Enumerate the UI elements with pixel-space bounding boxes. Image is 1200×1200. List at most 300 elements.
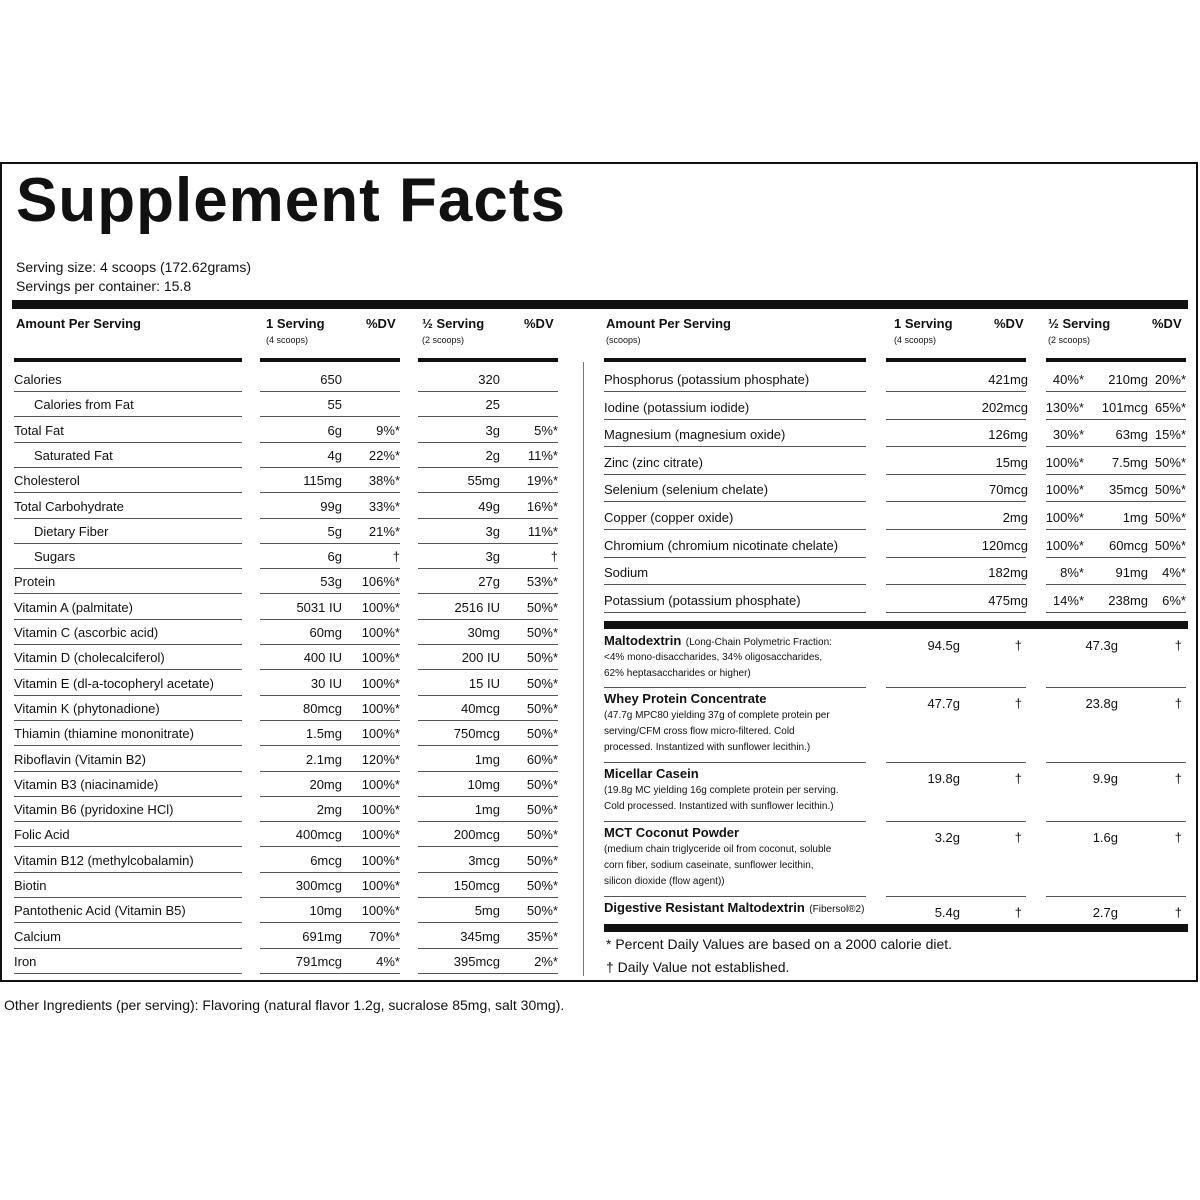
row-rule [1046,687,1186,688]
blend-description: (medium chain triglyceride oil from coconut, soluble [604,844,832,855]
blend-dv: † [1014,696,1022,711]
blend-name: Maltodextrin [604,633,682,648]
amount-half-serving: 1mg [474,802,500,818]
nutrient-row [14,697,560,721]
row-rule [1046,474,1186,475]
left-table-header [14,316,560,364]
amount-half-serving: 395mcg [453,953,500,969]
nutrient-name: Calcium [14,928,61,944]
nutrient-row [14,899,560,923]
dv-1-serving: 4%* [376,953,400,969]
amount-1-serving: 400mcg [295,827,342,843]
dv-1-serving: 33%* [368,498,400,514]
dv-half-serving: 6%* [1162,592,1186,608]
blend-dv: † [1174,905,1182,920]
amount-half-serving: 1mg [474,751,500,767]
row-rule [1046,612,1186,613]
thick-divider [12,300,1188,309]
row-rule [418,973,558,974]
amount-half-serving: 10mg [467,776,500,792]
row-rule [14,771,242,772]
dv-1-serving: 100%* [361,700,400,716]
row-rule [1046,501,1186,502]
nutrient-row [14,773,560,797]
nutrient-row [604,561,1188,585]
nutrient-name: Riboflavin (Vitamin B2) [14,751,146,767]
row-rule [14,442,242,443]
row-rule [14,467,242,468]
row-rule [418,391,558,392]
amount-half-serving: 2g [485,447,500,463]
row-rule [886,446,1026,447]
blend-divider [604,621,1188,629]
blend-dv: † [1174,830,1182,845]
row-rule [604,612,866,613]
row-rule [418,720,558,721]
row-rule [14,922,242,923]
row-rule [1046,762,1186,763]
blend-dv: † [1174,771,1182,786]
row-rule [604,501,866,502]
row-rule [260,391,400,392]
nutrient-row [14,419,560,443]
header-amount-per-serving: Amount Per Serving (scoops) [606,316,731,345]
nutrient-row [14,950,560,974]
dv-1-serving: 100%* [361,878,400,893]
blend-note: (Fibersol®2) [809,904,865,915]
nutrient-name: Thiamin (thiamine mononitrate) [14,726,194,742]
row-rule [260,897,400,898]
amount-half-serving: 1mg [1122,510,1148,525]
amount-1-serving: 55 [327,397,342,413]
nutrient-row [604,368,1188,392]
dv-half-serving: 50%* [526,625,558,640]
amount-1-serving: 2mg [316,802,342,818]
row-rule [260,695,400,696]
nutrient-row [14,672,560,696]
blend-row [604,899,1188,921]
footnote-percent-dv: * Percent Daily Values are based on a 2000 calorie diet. [606,936,953,952]
header-serving-1: 1 Serving (4 scoops) [266,316,325,345]
row-rule [14,568,242,569]
nutrient-row [14,545,560,569]
blend-description: processed. Instantized with sunflower lecithin.) [604,742,811,753]
nutrient-row [14,444,560,468]
row-rule [260,416,400,417]
row-rule [260,442,400,443]
row-rule [418,543,558,544]
dv-half-serving: 50%* [526,827,558,843]
amount-1-serving: 791mcg [295,953,342,969]
amount-half-serving: 55mg [467,473,500,489]
row-rule [886,687,1026,688]
nutrient-name: Vitamin B3 (niacinamide) [14,776,159,792]
nutrient-row [14,596,560,620]
amount-half-serving: 63mg [1115,427,1148,443]
row-rule [14,543,242,544]
row-rule [260,771,400,772]
row-rule [1046,896,1186,897]
amount-half-serving: 15 IU [468,675,500,691]
nutrient-name: Iron [14,953,37,969]
nutrient-name: Phosphorus (potassium phosphate) [604,372,810,387]
row-rule [260,872,400,873]
dv-half-serving: 15%* [1154,427,1186,443]
row-rule [418,416,558,417]
serving-info [16,258,251,296]
row-rule [14,745,242,746]
row-rule [260,593,400,594]
dv-1-serving: 100%* [361,827,400,843]
row-rule [14,948,242,949]
row-rule [260,846,400,847]
amount-1-serving: 115mg [303,473,342,489]
dv-1-serving: 100%* [361,903,400,919]
nutrient-row [14,874,560,898]
nutrient-name: Zinc (zinc citrate) [604,454,703,470]
row-rule [418,846,558,847]
footnote-divider [604,924,1188,932]
amount-1-serving: 400 IU [303,650,342,666]
amount-half-serving: 2516 IU [454,599,500,615]
row-rule [14,669,242,670]
dv-half-serving: 50%* [1154,510,1186,525]
nutrient-name: Protein [14,574,56,590]
row-rule [418,796,558,797]
dv-1-serving: 21%* [368,523,400,539]
header-serving-half: ½ Serving (2 scoops) [1048,316,1111,345]
amount-half-serving: 750mcg [453,726,500,742]
dv-half-serving: 50%* [526,776,558,792]
row-rule [260,922,400,923]
nutrient-name: Copper (copper oxide) [604,510,734,525]
nutrient-name: Vitamin B6 (pyridoxine HCl) [14,802,174,818]
amount-half-serving: 238mg [1108,592,1148,608]
row-rule [14,416,242,417]
row-rule [260,543,400,544]
blend-dv: † [1014,638,1022,653]
amount-1-serving: 80mcg [302,700,342,716]
row-rule [260,973,400,974]
blend-description: serving/CFM cross flow micro-filtered. Cold [604,726,795,737]
row-rule [886,557,1026,558]
dv-1-serving: 100%* [1045,537,1084,553]
row-rule [418,619,558,620]
amount-half-serving: 27g [478,574,500,590]
row-rule [260,568,400,569]
dv-1-serving: 8%* [1060,565,1084,581]
row-rule [14,872,242,873]
header-serving-half: ½ Serving (2 scoops) [422,316,485,345]
blend-amount: 19.8g [927,771,960,786]
row-rule [418,568,558,569]
dv-half-serving: 5%* [534,422,558,438]
blend-description: 62% heptasaccharides or higher) [604,668,751,679]
row-rule [1046,419,1186,420]
nutrient-name: Chromium (chromium nicotinate chelate) [604,537,839,553]
row-rule [260,492,400,493]
blend-description: silicon dioxide (flow agent)) [604,876,725,887]
nutrient-name: Folic Acid [14,827,70,843]
amount-1-serving: 6g [327,422,342,438]
blend-dv: † [1014,905,1022,920]
dv-1-serving: 100%* [1045,510,1084,525]
row-rule [260,644,400,645]
nutrient-row [604,478,1188,502]
row-rule [260,796,400,797]
row-rule [886,529,1026,530]
nutrient-name: Sugars [34,549,76,565]
dv-1-serving: 38%* [368,473,400,489]
dv-1-serving: 100%* [361,599,400,615]
row-rule [886,821,1026,822]
amount-half-serving: 5mg [474,903,500,919]
row-rule [418,771,558,772]
amount-1-serving: 30 IU [310,675,342,691]
nutrient-row [604,396,1188,420]
nutrient-row [14,368,560,392]
row-rule [14,619,242,620]
nutrient-name: Magnesium (magnesium oxide) [604,427,786,443]
nutrient-name: Vitamin E (dl-a-tocopheryl acetate) [14,675,214,691]
amount-1-serving: 421mg [988,372,1028,387]
row-rule [14,593,242,594]
row-rule [418,948,558,949]
row-rule [418,492,558,493]
dv-1-serving: 100%* [361,625,400,640]
nutrient-name: Saturated Fat [34,447,113,463]
row-rule [886,474,1026,475]
amount-1-serving: 120mcg [981,537,1028,553]
row-rule [1046,584,1186,585]
blend-row [604,765,1188,822]
amount-half-serving: 200 IU [461,650,500,666]
row-rule [418,872,558,873]
row-rule [14,391,242,392]
row-rule [418,467,558,468]
dv-1-serving: 100%* [361,650,400,666]
dv-half-serving: 20%* [1154,372,1186,387]
serving-size: Serving size: 4 scoops (172.62grams) [16,259,251,275]
nutrient-name: Selenium (selenium chelate) [604,482,769,498]
row-rule [418,644,558,645]
row-rule [1046,446,1186,447]
amount-1-serving: 99g [320,498,342,514]
dv-1-serving: 30%* [1052,427,1084,443]
row-rule [604,419,866,420]
row-rule [14,796,242,797]
header-dv-2: %DV [524,316,554,331]
amount-half-serving: 320 [478,372,500,387]
dv-1-serving: 130%* [1045,399,1084,415]
dv-half-serving: 50%* [1154,454,1186,470]
dv-1-serving: 100%* [361,675,400,691]
blend-dv: † [1174,696,1182,711]
row-rule [418,442,558,443]
row-rule [418,695,558,696]
nutrient-row [14,798,560,822]
header-dv-1: %DV [366,316,396,331]
row-rule [604,557,866,558]
nutrient-name: Vitamin A (palmitate) [14,599,133,615]
row-rule [14,720,242,721]
amount-1-serving: 53g [320,574,342,590]
blend-dv: † [1174,638,1182,653]
row-rule [1046,391,1186,392]
nutrient-row [604,589,1188,613]
dv-half-serving: 50%* [526,726,558,742]
row-rule [886,501,1026,502]
blend-amount: 2.7g [1092,905,1118,920]
dv-1-serving: 120%* [361,751,400,767]
nutrient-row [14,748,560,772]
blend-description: Cold processed. Instantized with sunflower lecithin.) [604,801,834,812]
amount-half-serving: 210mg [1108,372,1148,387]
blend-note: (Long-Chain Polymetric Fraction: [685,637,832,648]
nutrient-name: Biotin [14,878,47,893]
dv-1-serving: 100%* [1045,454,1084,470]
blend-name: MCT Coconut Powder [604,825,740,840]
nutrient-row [14,823,560,847]
row-rule [1046,529,1186,530]
dv-1-serving: 9%* [376,422,400,438]
row-rule [14,973,242,974]
row-rule [260,467,400,468]
amount-half-serving: 35mcg [1108,482,1148,498]
amount-1-serving: 182mg [988,565,1028,581]
amount-1-serving: 5g [327,523,342,539]
amount-1-serving: 475mg [988,592,1028,608]
amount-1-serving: 300mcg [295,878,342,893]
dv-half-serving: 50%* [526,599,558,615]
blend-amount: 3.2g [934,830,960,845]
row-rule [886,584,1026,585]
nutrient-name: Total Fat [14,422,64,438]
nutrient-name: Vitamin K (phytonadione) [14,700,160,716]
panel-title: Supplement Facts [16,166,566,235]
nutrient-row [604,451,1188,475]
blend-row [604,824,1188,897]
nutrient-row [14,520,560,544]
dv-1-serving: 100%* [1045,482,1084,498]
dv-half-serving: 50%* [526,650,558,666]
amount-half-serving: 3g [485,422,500,438]
dv-half-serving: 16%* [526,498,558,514]
blend-description: <4% mono-disaccharides, 34% oligosaccharides, [604,652,823,663]
amount-half-serving: 345mg [460,928,500,944]
dv-half-serving: 65%* [1154,399,1186,415]
row-rule [418,922,558,923]
dv-half-serving: 50%* [526,852,558,868]
dv-1-serving: 100%* [361,852,400,868]
nutrient-name: Total Carbohydrate [14,498,124,514]
blend-amount: 23.8g [1085,696,1118,711]
dv-1-serving: † [392,549,400,565]
row-rule [14,821,242,822]
row-rule [14,846,242,847]
header-amount-per-serving: Amount Per Serving [16,316,141,331]
servings-per-container: Servings per container: 15.8 [16,278,192,294]
row-rule [604,391,866,392]
row-rule [604,529,866,530]
nutrient-row [14,570,560,594]
dv-1-serving: 100%* [361,776,400,792]
nutrient-row [14,495,560,519]
nutrient-name: Calories [14,372,62,387]
dv-half-serving: 11%* [527,523,558,539]
dv-1-serving: 106%* [361,574,400,590]
dv-half-serving: 60%* [526,751,558,767]
nutrient-name: Iodine (potassium iodide) [604,399,750,415]
header-dv-1: %DV [994,316,1024,331]
dv-half-serving: 11%* [527,447,558,463]
row-rule [260,619,400,620]
row-rule [14,518,242,519]
nutrient-name: Potassium (potassium phosphate) [604,592,801,608]
nutrient-row [14,646,560,670]
blend-row [604,690,1188,763]
row-rule [886,896,1026,897]
amount-half-serving: 200mcg [453,827,500,843]
row-rule [886,419,1026,420]
blend-name: Whey Protein Concentrate [604,691,767,706]
nutrient-row [14,925,560,949]
blend-description: (19.8g MC yielding 16g complete protein per serving. [604,785,839,796]
blend-amount: 1.6g [1092,830,1118,845]
amount-1-serving: 2.1mg [305,751,342,767]
row-rule [604,687,866,688]
blend-row [604,632,1188,688]
row-rule [260,745,400,746]
amount-half-serving: 3g [485,523,500,539]
amount-half-serving: 91mg [1115,565,1148,581]
dv-half-serving: 53%* [526,574,558,590]
dv-half-serving: 50%* [1154,537,1186,553]
dv-half-serving: 35%* [526,928,558,944]
row-rule [604,896,866,897]
dv-half-serving: 50%* [1154,482,1186,498]
row-rule [418,518,558,519]
nutrient-name: Vitamin B12 (methylcobalamin) [14,852,194,868]
blend-amount: 9.9g [1092,771,1118,786]
row-rule [260,518,400,519]
nutrient-name: Pantothenic Acid (Vitamin B5) [14,903,186,919]
dv-half-serving: 50%* [526,700,558,716]
row-rule [418,897,558,898]
blend-amount: 47.3g [1085,638,1118,653]
amount-1-serving: 10mg [309,903,342,919]
dv-1-serving: 100%* [361,726,400,742]
amount-half-serving: 7.5mg [1111,454,1148,470]
dv-1-serving: 70%* [368,928,400,944]
row-rule [604,821,866,822]
row-rule [604,474,866,475]
nutrient-name: Vitamin D (cholecalciferol) [14,650,165,666]
row-rule [604,446,866,447]
blend-description: (47.7g MPC80 yielding 37g of complete protein per [604,710,830,721]
amount-1-serving: 15mg [995,454,1028,470]
row-rule [886,762,1026,763]
row-rule [14,644,242,645]
amount-half-serving: 30mg [467,625,500,640]
row-rule [14,897,242,898]
nutrient-name: Vitamin C (ascorbic acid) [14,625,159,640]
dv-1-serving: 14%* [1052,592,1084,608]
nutrient-row [14,849,560,873]
amount-1-serving: 60mg [309,625,342,640]
amount-1-serving: 650 [320,372,342,387]
row-rule [260,720,400,721]
